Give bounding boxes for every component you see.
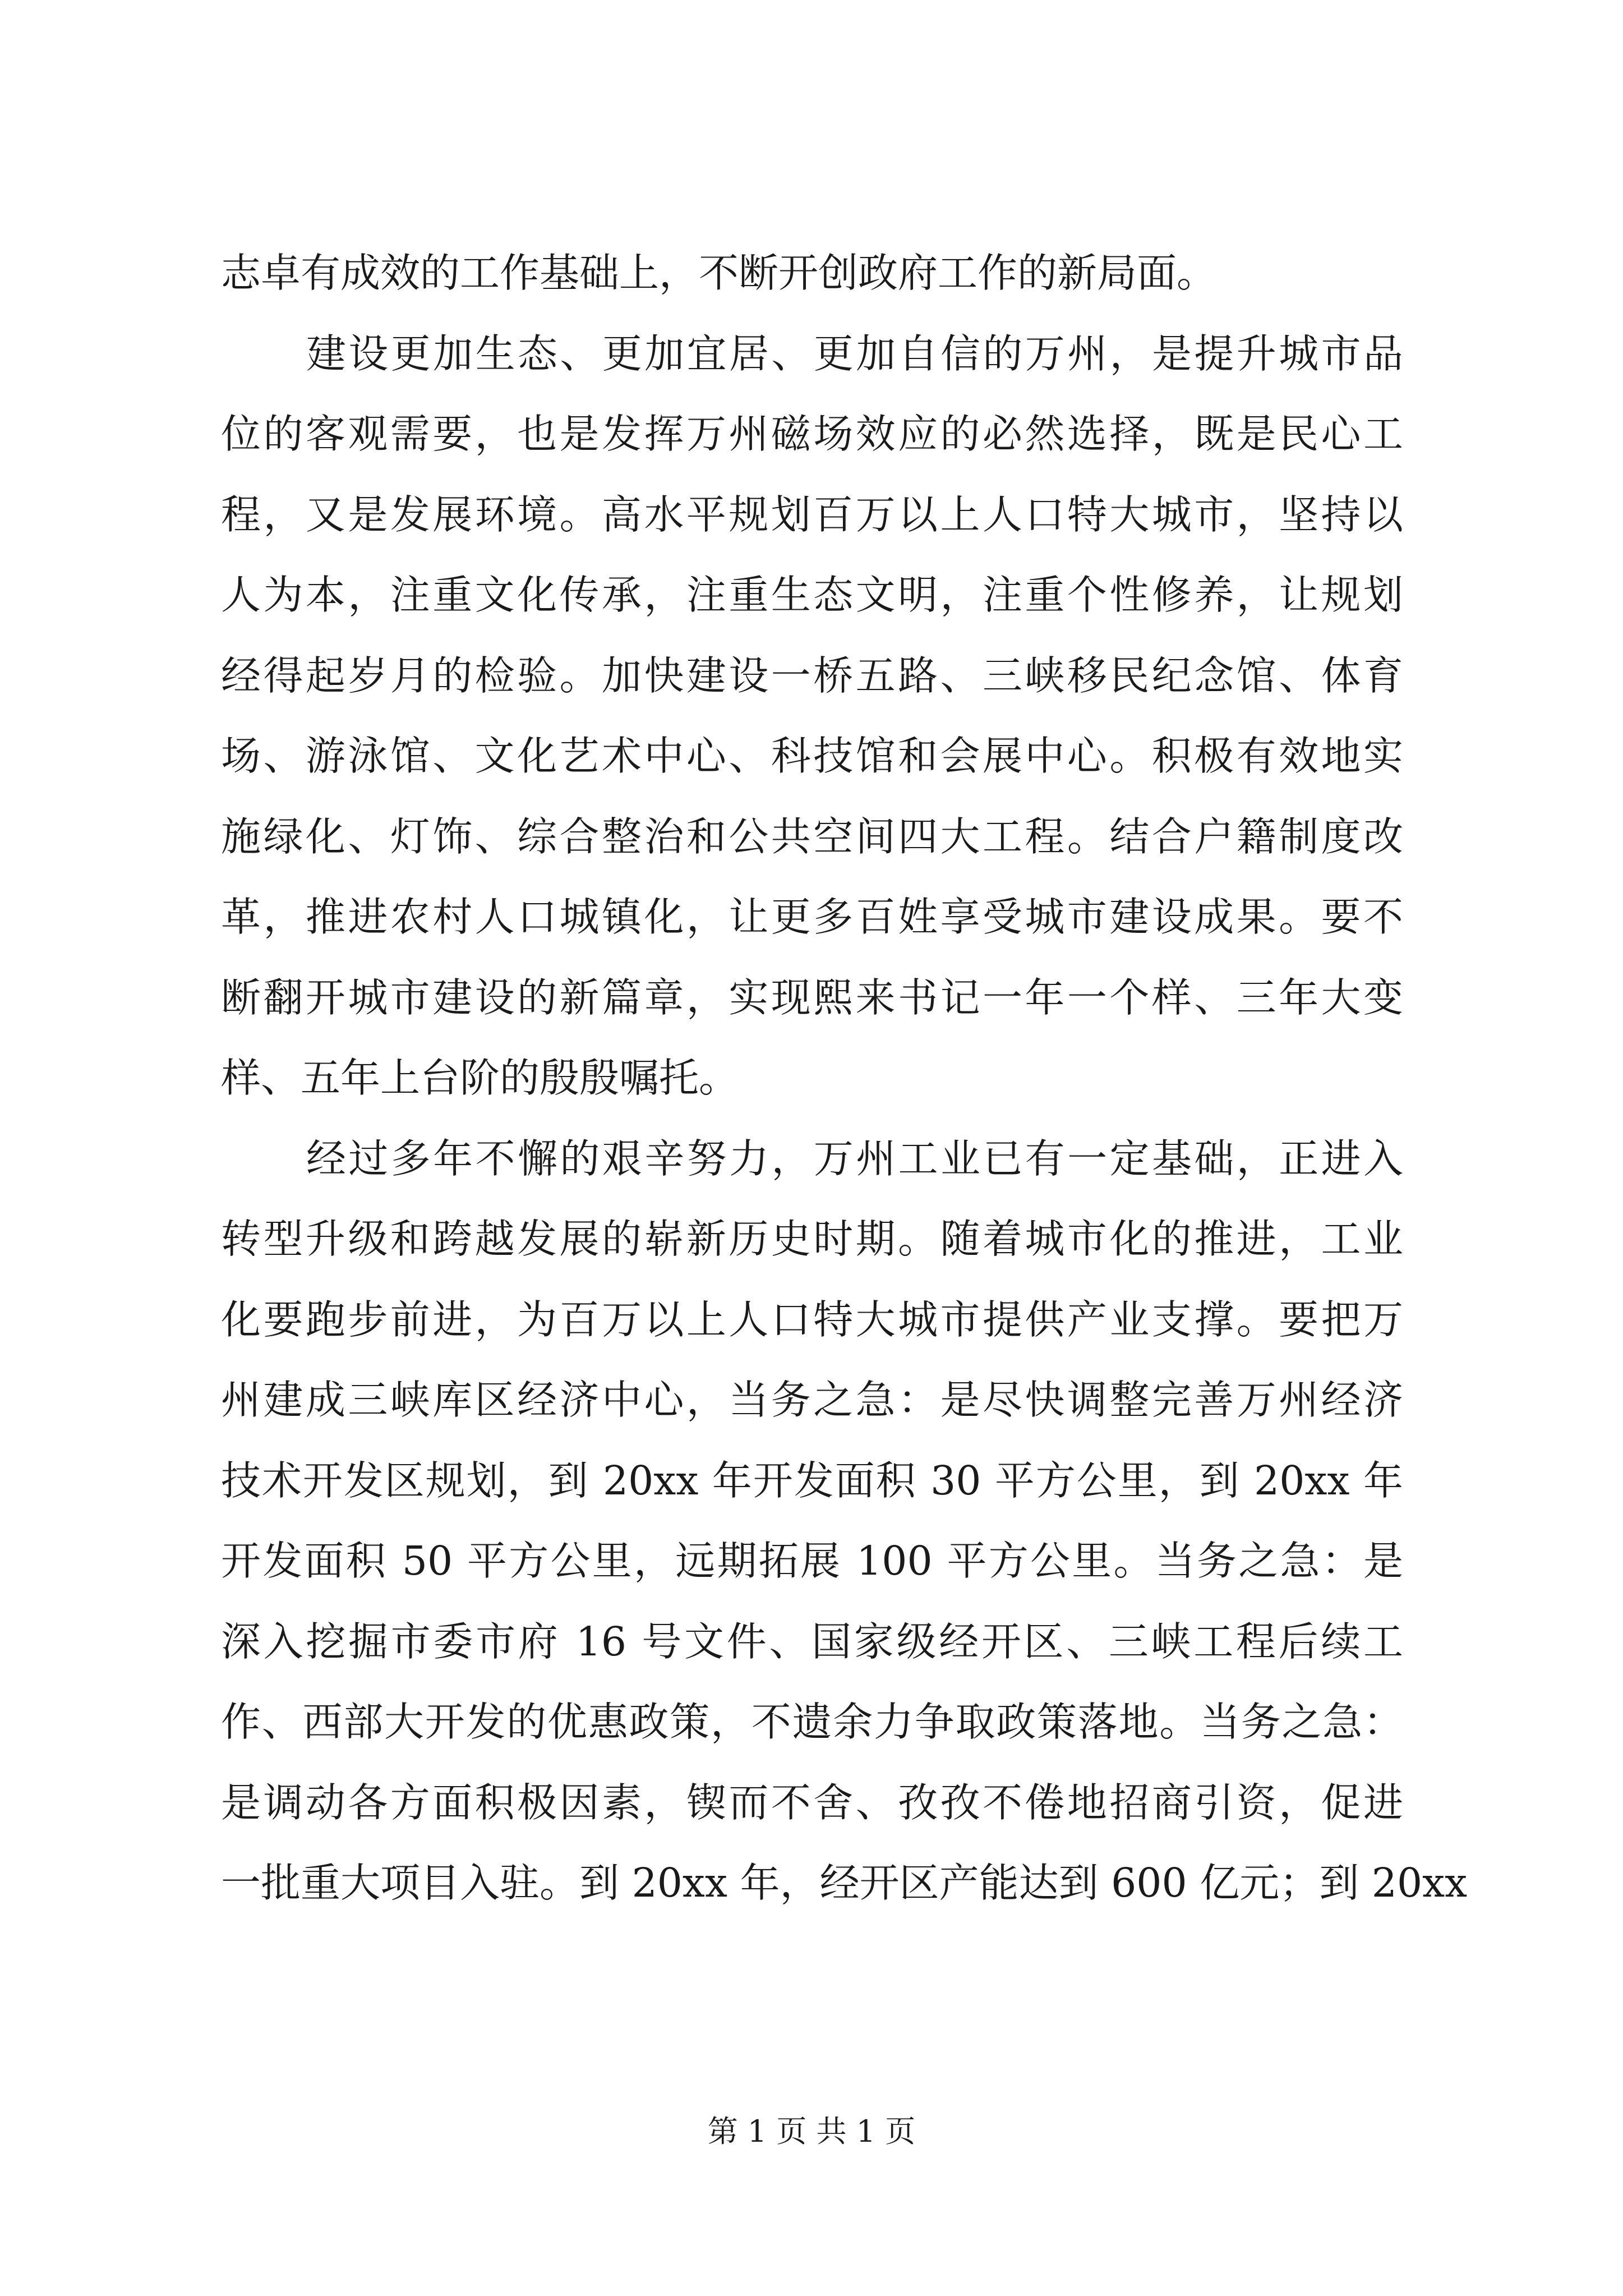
text-line: 革，推进农村人口城镇化，让更多百姓享受城市建设成果。要不 bbox=[221, 894, 1403, 940]
text-line: 作、西部大开发的优惠政策，不遗余力争取政策落地。当务之急： bbox=[221, 1699, 1403, 1745]
text-line: 深入挖掘市委市府 16 号文件、国家级经开区、三峡工程后续工 bbox=[221, 1618, 1403, 1665]
text-line: 是调动各方面积极因素，锲而不舍、孜孜不倦地招商引资，促进 bbox=[221, 1779, 1403, 1826]
text-line: 志卓有成效的工作基础上，不断开创政府工作的新局面。 bbox=[221, 250, 1217, 296]
text-line: 建设更加生态、更加宜居、更加自信的万州，是提升城市品 bbox=[306, 330, 1403, 377]
text-line: 施绿化、灯饰、综合整治和公共空间四大工程。结合户籍制度改 bbox=[221, 813, 1403, 860]
page-footer: 第 1 页 共 1 页 bbox=[707, 2114, 916, 2149]
text-line: 技术开发区规划，到 20xx 年开发面积 30 平方公里，到 20xx 年 bbox=[221, 1457, 1403, 1504]
text-line: 位的客观需要，也是发挥万州磁场效应的必然选择，既是民心工 bbox=[221, 411, 1403, 457]
text-line: 化要跑步前进，为百万以上人口特大城市提供产业支撑。要把万 bbox=[221, 1296, 1403, 1343]
text-line: 场、游泳馆、文化艺术中心、科技馆和会展中心。积极有效地实 bbox=[221, 733, 1403, 779]
text-line: 人为本，注重文化传承，注重生态文明，注重个性修养，让规划 bbox=[221, 572, 1403, 618]
text-line: 经得起岁月的检验。加快建设一桥五路、三峡移民纪念馆、体育 bbox=[221, 652, 1403, 699]
text-line: 开发面积 50 平方公里，远期拓展 100 平方公里。当务之急：是 bbox=[221, 1538, 1403, 1584]
text-line: 程，又是发展环境。高水平规划百万以上人口特大城市，坚持以 bbox=[221, 491, 1403, 538]
text-line: 经过多年不懈的艰辛努力，万州工业已有一定基础，正进入 bbox=[306, 1135, 1403, 1182]
text-line: 州建成三峡库区经济中心，当务之急：是尽快调整完善万州经济 bbox=[221, 1377, 1403, 1423]
text-line: 一批重大项目入驻。到 20xx 年，经开区产能达到 600 亿元；到 20xx bbox=[221, 1860, 1468, 1906]
document-body bbox=[221, 233, 1468, 1924]
text-line: 样、五年上台阶的殷殷嘱托。 bbox=[221, 1055, 739, 1101]
text-line: 转型升级和跨越发展的崭新历史时期。随着城市化的推进，工业 bbox=[221, 1216, 1403, 1262]
text-line: 断翻开城市建设的新篇章，实现熙来书记一年一个样、三年大变 bbox=[221, 974, 1403, 1021]
